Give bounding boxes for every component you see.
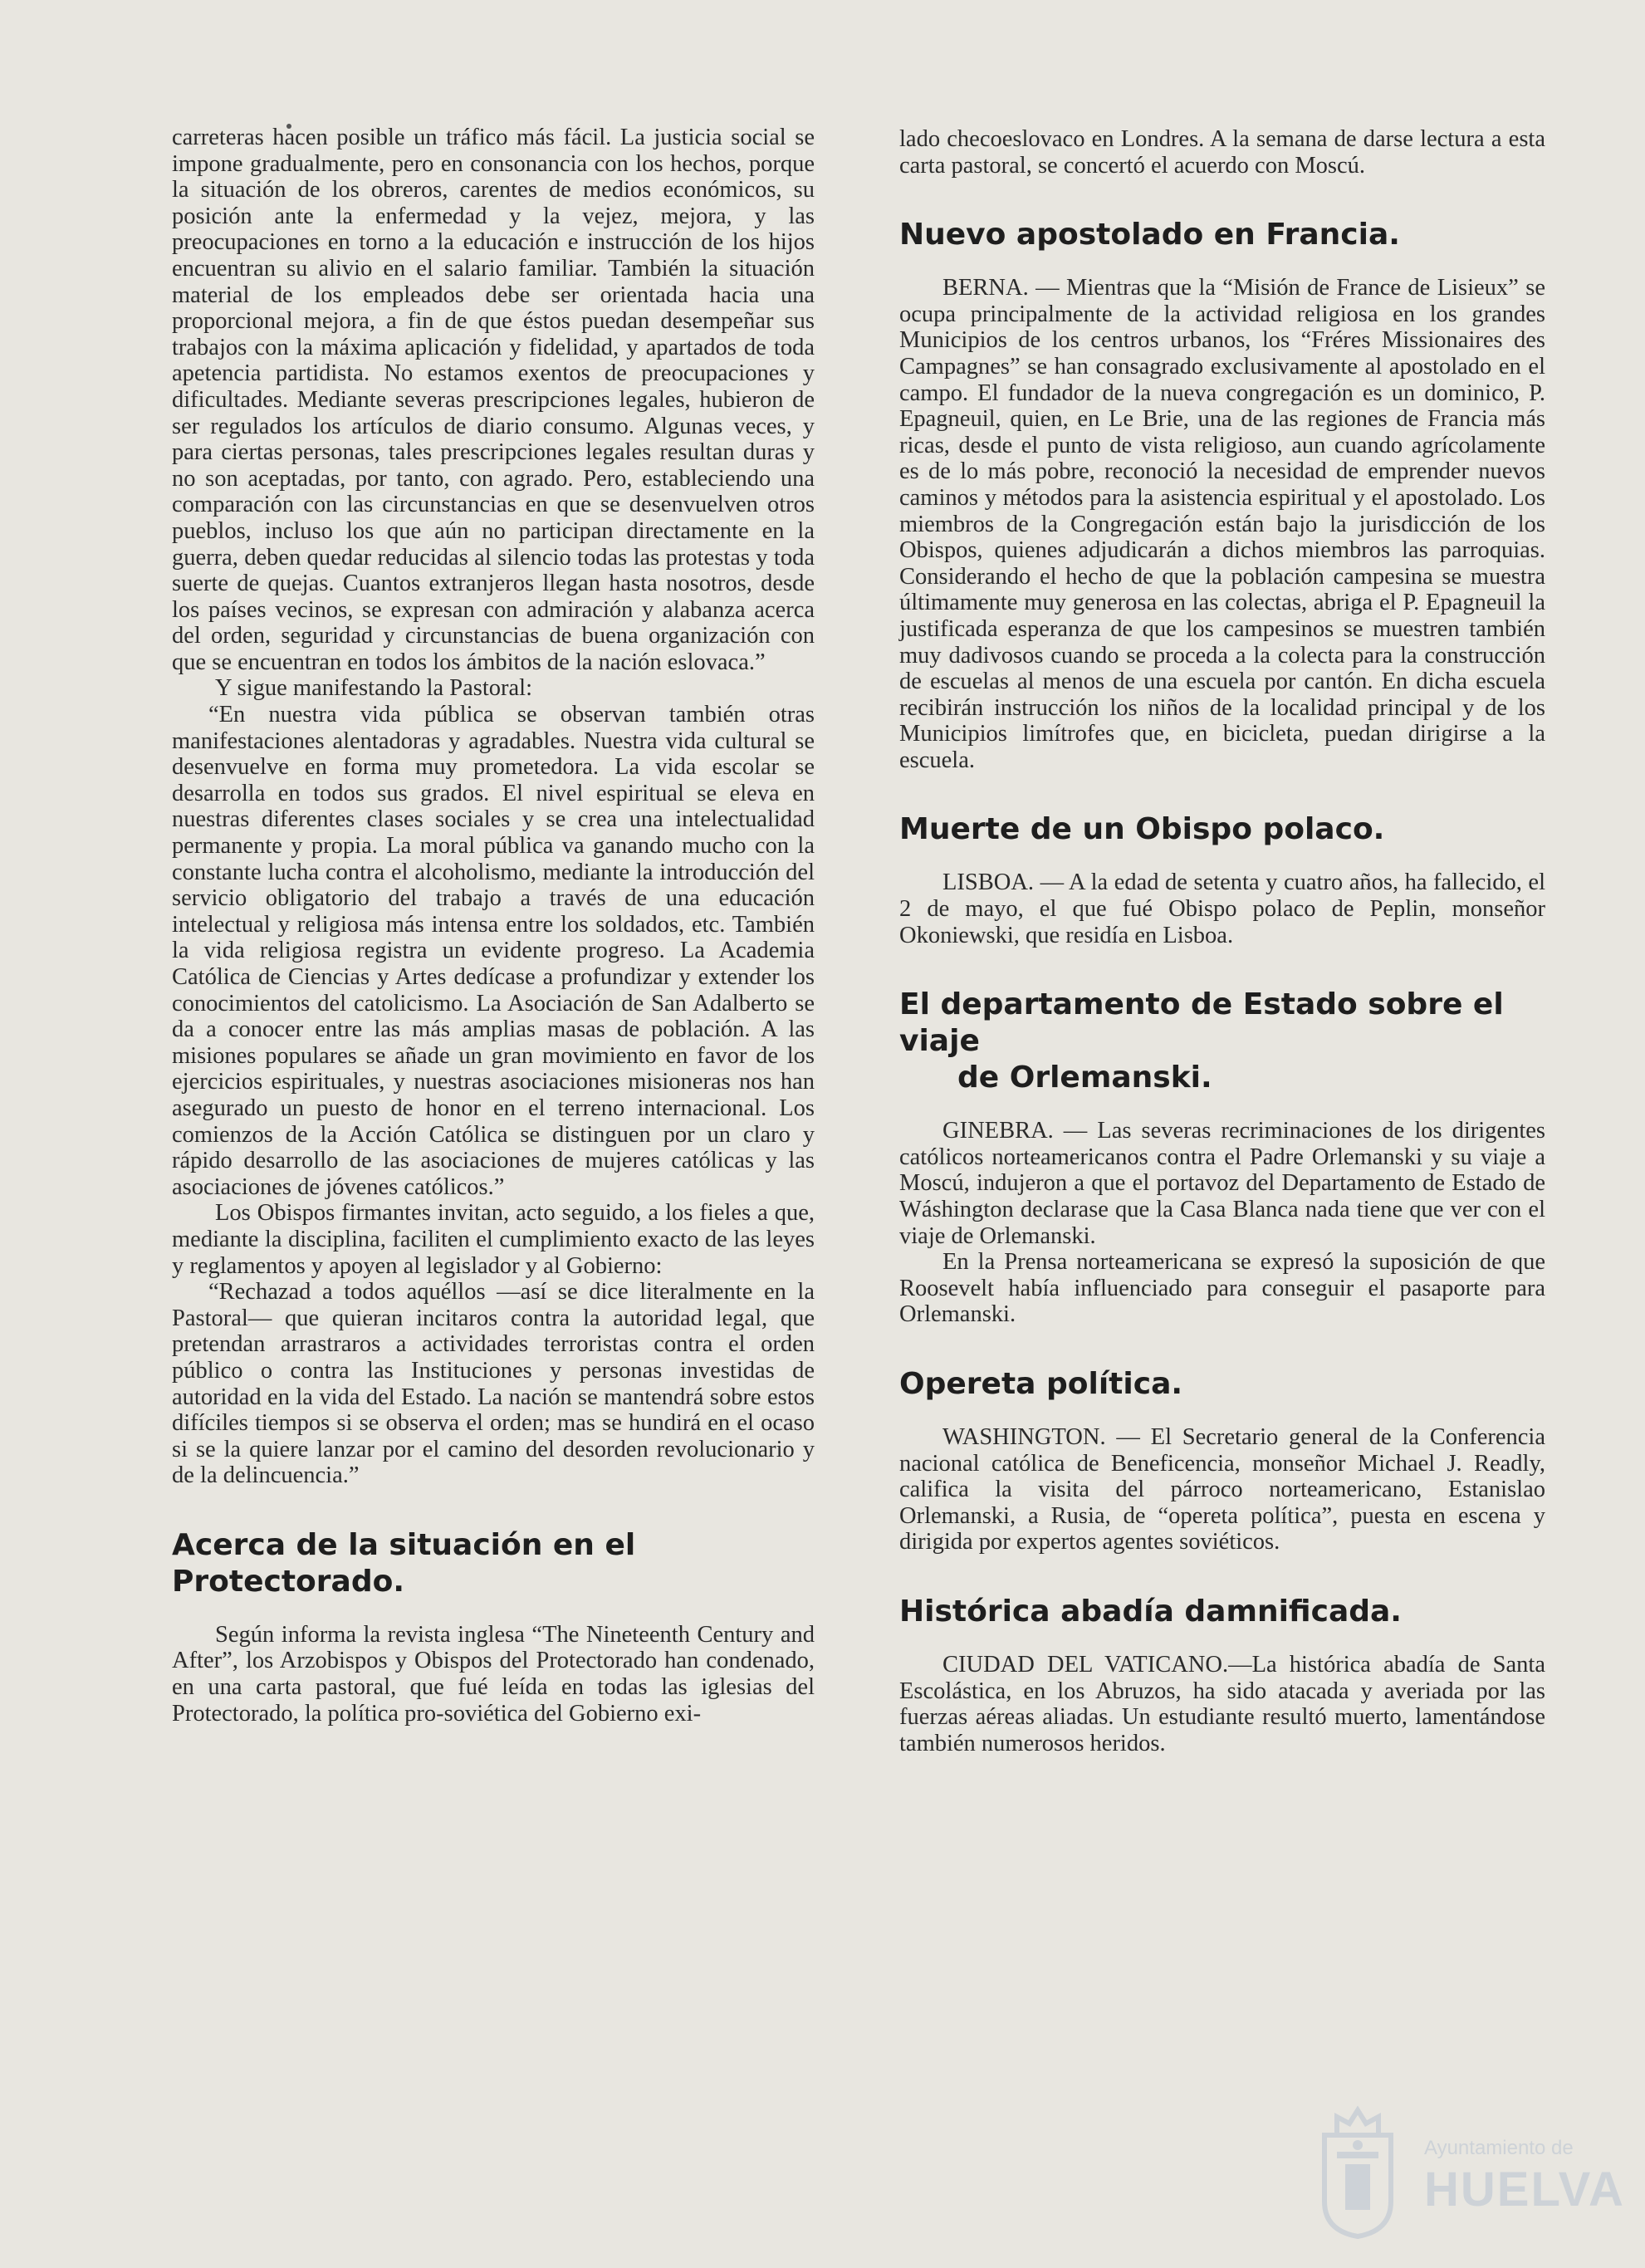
- section-heading: Opereta política.: [899, 1367, 1183, 1401]
- paragraph: BERNA. — Mientras que la “Misión de France de Lisieux” se ocupa principalmente de la actividad religiosa en los grandes Municipios de los centros urbanos, los “Fréres Missionaires des Campagnes” se han consagrado exclusivamente al apostolado en el campo. El fundador de la nueva congregación es un dominico, P. Epagneuil, quien, en Le Brie, una de las regiones de Francia más ricas, desde el punto de vista religioso, aun cuando agrícolamente es de lo más pobre, reconoció la necesidad de emprender nuevos caminos y métodos para la asistencia espiritual y el apostolado. Los miembros de la Congregación están bajo la jurisdicción de los Obispos, quienes adjudicarán a dichos miembros las parroquias. Considerando el hecho de que la población campesina se muestra últimamente muy generosa en las colectas, abriga el P. Epagneuil la justificada esperanza de que los campesinos se muestren también muy dadivosos cuando se proceda a la colecta para la construcción de escuelas al menos de una escuela por cantón. En dicha escuela recibirán instrucción los niños de la localidad principal y de los Municipios limítrofes que, en bicicleta, puedan dirigirse a la escuela.: [899, 275, 1545, 773]
- paragraph: “En nuestra vida pública se observan también otras manifestaciones alentadoras y agradables. Nuestra vida cultural se desenvuelve en forma muy prometedora. La vida escolar se desarrolla en todos sus grados. El nivel espiritual se eleva en nuestras diferentes clases sociales y se crea una intelectualidad permanente y propia. La moral pública va ganando mucho con la constante lucha contra el alcoholismo, mediante la introducción del servicio obligatorio del trabajo a través de una educación intelectual y religiosa más intensa entre los soldados, etc. También la vida religiosa registra un evidente progreso. La Academia Católica de Ciencias y Artes dedícase a profundizar y extender los conocimientos del catolicismo. La Asociación de San Adalberto se da a conocer entre las más amplias masas de población. A las misiones populares se añade un gran movimiento en favor de los ejercicios espirituales, y nuestras asociaciones misioneras nos han asegurado un puesto de honor en el terreno internacional. Los comienzos de la Acción Católica se distinguen por un claro y rápido desarrollo de las asociaciones de mujeres católicas y las asociaciones de jóvenes católicos.”: [172, 702, 815, 1200]
- paragraph: LISBOA. — A la edad de setenta y cuatro años, ha fallecido, el 2 de mayo, el que fué Obispo polaco de Peplin, monseñor Okoniewski, que residía en Lisboa.: [899, 869, 1545, 948]
- paragraph: Y sigue manifestando la Pastoral:: [215, 675, 533, 702]
- paragraph: lado checoeslovaco en Londres. A la semana de darse lectura a esta carta pastoral, se concertó el acuerdo con Moscú.: [899, 126, 1545, 179]
- paragraph: Los Obispos firmantes invitan, acto seguido, a los fieles a que, mediante la disciplina, faciliten el cumplimiento exacto de las leyes y reglamentos y apoyen al legislador y al Gobierno:: [172, 1200, 815, 1279]
- paragraph: carreteras hacen posible un tráfico más fácil. La justicia social se impone gradualmente, pero en consonancia con los hechos, porque la situación de los obreros, carentes de medios económicos, su posición ante la enfermedad y la vejez, mejora, y las preocupaciones en torno a la educación e instrucción de los hijos encuentran su alivio en el salario familiar. También la situación material de los empleados debe ser orientada hacia una proporcional mejora, a fin de que éstos puedan desempeñar sus trabajos con la máxima aplicación y fidelidad, y apartados de toda apetencia partidista. No estamos exentos de preocupaciones y dificultades. Mediante severas prescripciones legales, hubieron de ser regulados los artículos de diario consumo. Algunas veces, y para ciertas personas, tales prescripciones legales resultan duras y no son aceptadas, por tanto, con agrado. Pero, estableciendo una comparación con las circunstancias en que se desenvuelven otros pueblos, incluso los que aún no participan directamente en la guerra, deben quedar reducidas al silencio todas las protestas y toda suerte de quejas. Cuantos extranjeros llegan hasta nosotros, desde los países vecinos, se expresan con admiración y alabanza acerca del orden, seguridad y circunstancias de buena organización con que se encuentran en todos los ámbitos de la nación eslovaca.”: [172, 125, 815, 675]
- watermark-line2: HUELVA: [1424, 2163, 1625, 2217]
- section-heading: El departamento de Estado sobre el viaje: [899, 987, 1504, 1059]
- section-heading: Nuevo apostolado en Francia.: [899, 218, 1400, 252]
- section-heading: Muerte de un Obispo polaco.: [899, 812, 1385, 847]
- section-heading-continuation: de Orlemanski.: [957, 1061, 1212, 1095]
- section-heading: Acerca de la situación en el Protectorado.: [172, 1527, 636, 1599]
- paragraph: GINEBRA. — Las severas recriminaciones de los dirigentes católicos norteamericanos contra el Padre Orlemanski y su viaje a Moscú, indujeron a que el portavoz del Departamento de Estado de Wáshington declarase que la Casa Blanca nada tiene que ver con el viaje de Orlemanski.: [899, 1118, 1545, 1249]
- paragraph: WASHINGTON. — El Secretario general de la Conferencia nacional católica de Beneficencia, monseñor Michael J. Readly, califica la visita del párroco norteamericano, Estanislao Orlemanski, a Rusia, de “opereta política”, puesta en escena y dirigida por expertos agentes soviéticos.: [899, 1424, 1545, 1555]
- paragraph: En la Prensa norteamericana se expresó la suposición de que Roosevelt había influenciado para conseguir el pasaporte para Orlemanski.: [899, 1249, 1545, 1328]
- paragraph: CIUDAD DEL VATICANO.—La histórica abadía de Santa Escolástica, en los Abruzos, ha sido atacada y averiada por las fuerzas aéreas aliadas. Un estudiante resultó muerto, lamentándose también numerosos heridos.: [899, 1651, 1545, 1756]
- paragraph: Según informa la revista inglesa “The Nineteenth Century and After”, los Arzobispos y Obispos del Protectorado han condenado, en una carta pastoral, que fué leída en todas las iglesias del Protectorado, la política pro-soviética del Gobierno exi-: [172, 1621, 815, 1727]
- watermark-line1: Ayuntamiento de: [1424, 2137, 1574, 2159]
- left-column: [172, 125, 815, 1727]
- right-column: [899, 126, 1545, 1756]
- watermark-logo: [1295, 2097, 1625, 2246]
- paragraph: “Rechazad a todos aquéllos —así se dice literalmente en la Pastoral— que quieran incitaros contra la autoridad legal, que pretendan arrastraros a actividades terroristas contra el orden público o contra las Instituciones y personas investidas de autoridad en la vida del Estado. La nación se mantendrá sobre estos difíciles tiempos si se observa el orden; mas se hundirá en el ocaso si se la quiere lanzar por el camino del desorden revolucionario y de la delincuencia.”: [172, 1279, 815, 1489]
- city-crest-icon: [1304, 2102, 1412, 2243]
- section-heading: Histórica abadía damnificada.: [899, 1594, 1402, 1629]
